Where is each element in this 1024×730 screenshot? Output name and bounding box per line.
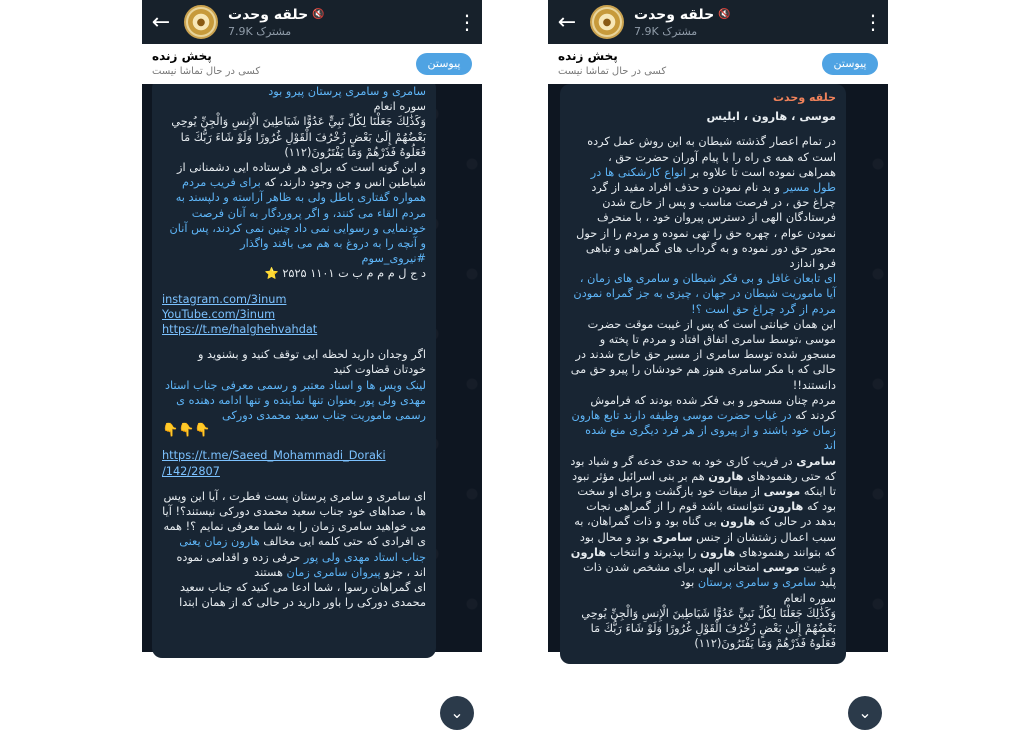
message-paragraph: ای سامری و سامری پرستان پست فطرت ، آیا این ویس ها ، صداهای خود جناب سعید محمدی دورکی نیستند؟! آیا می خواهید سامری زمان را به شما معرفی نمایم ؟! همه ی افرادی که حتی کلمه ایی مخالف هارون زمان یعنی جناب استاد مهدی ولی پور حرفی زده و اقدامی نموده اند ، جزو پیروان سامری زمان هستند	[162, 489, 426, 579]
message-paragraph: سامری در فریب کاری خود به حدی خدعه گر و شیاد بود که حتی رهنمودهای هارون هم بر بنی اسرائیل مؤثر نبود تا اینکه موسی از میقات خود بازگشت و برای او سخت بود که هارون نتوانسته باشد قوم را از گمراهی نجات بدهد در حالی که هارون بی گناه بود و ذات گمراهان، به سبب اعمال زشتشان از جنس سامری بود و محال بود که بتوانند رهنمودهای هارون را بپذیرند و انتخاب هارون و غیبت موسی امتحانی الهی برای مشخص شدن ذات پلید سامری و سامری پرستان بود	[570, 454, 836, 590]
live-stream-bar[interactable]	[142, 44, 482, 84]
hashtag-link[interactable]: #نیروی_سوم	[361, 252, 426, 266]
channel-avatar[interactable]: ●	[184, 5, 218, 39]
channel-avatar[interactable]: ●	[590, 5, 624, 39]
sender-name[interactable]: حلقه وحدت	[772, 91, 836, 104]
message-heading: موسی ، هارون ، ابلیس	[706, 110, 836, 124]
message-line: سوره انعام	[373, 100, 426, 114]
message-paragraph: ای گمراهان رسوا ، شما ادعا می کنید که جناب سعید محمدی دورکی را باور دارید در حالی که از همان ابتدا	[179, 581, 426, 610]
channel-name[interactable]: حلقه وحدت	[634, 6, 715, 23]
subscriber-count: 7.9K مشترک	[228, 24, 292, 38]
telegram-link[interactable]: https://t.me/halghehvahdat	[162, 323, 318, 337]
pointing-hands-icon: 👇👇👇	[162, 423, 211, 439]
message-paragraph: این همان خیانتی است که پس از غیبت موقت حضرت موسی ،توسط سامری اتفاق افتاد و مردم تا پخته و مسجور شده توسط سامری از مسیر حق خارج شدند در حالی که با مکر سامری هنوز هم خودشان را پیرو حق می دانستند!!	[570, 317, 836, 392]
chat-feed[interactable]	[142, 84, 482, 722]
youtube-link[interactable]: YouTube.com/3inum	[162, 307, 276, 321]
join-button[interactable]: پیوستن	[416, 53, 472, 75]
app-bar	[142, 0, 482, 44]
subscriber-count: 7.9K مشترک	[634, 24, 698, 38]
quran-verse: وَكَذَٰلِكَ جَعَلْنَا لِكُلِّ نَبِيٍّ عَدُوًّا شَيَاطِينَ الْإِنسِ وَالْجِنِّ يُوحِي بَعْضُهُمْ إِلَىٰ بَعْضٍ زُخْرُفَ الْقَوْلِ غُرُورًا وَلَوْ شَاءَ رَبُّكَ مَا فَعَلُوهُ فَذَرْهُمْ وَمَا يَفْتَرُونَ(١١٢)	[171, 115, 426, 159]
message-paragraph: و این گونه است که برای هر فرستاده ایی دشمنانی از شیاطین انس و جن وجود دارند، که برای فریب مردم همواره گفتاری باطل ولی به ظاهر آراسته و دلپسند به مردم القاء می کنند، و اگر پروردگار به آنان فرصت خودنمایی و رسوایی نمی داد چنین نمی کردند، پس آنان و آنچه را به دروغ به هم می بافند واگذار	[169, 161, 426, 251]
instagram-link[interactable]: instagram.com/3inum	[162, 292, 287, 306]
app-bar	[548, 0, 888, 44]
message-line: د ج ل م م م ب ت ۱۱۰۱ ۲۵۲۵ ⭐	[264, 267, 426, 281]
arrow-left-icon[interactable]: ←	[151, 9, 171, 35]
join-button[interactable]: پیوستن	[822, 53, 878, 75]
muted-speaker-icon: 🔇	[312, 9, 325, 20]
channel-name[interactable]: حلقه وحدت	[228, 6, 309, 23]
phone-right	[548, 0, 888, 722]
highlight-text: ای تابعان غافل و بی فکر شیطان و سامری های زمان ، آیا ماموریت شیطان در جهان ، چیزی به جز گمراه نمودن مردم از گرد چراغ حق است ؟!	[573, 272, 836, 316]
telegram-post-link-cont[interactable]: /142/2807	[162, 464, 220, 478]
message-paragraph: در تمام اعصار گذشته شیطان به این روش عمل کرده است که همه ی راه را با پیام آوران حضرت حق ، همراهی نموده است تا علاوه بر انواع کارشکنی ها در طول مسیر و بد نام نمودن و حذف افراد مفید از گرد چراغ حق ، در فرصت مناسب و پس از خارج شدن فرستادگان الهی از دسترس پیروان خود ، با منحرف نمودن عوام ، چهره حق را تهی نموده و مردم را از حول محور حق دور نموده و به گرداب های گمراهی و تباهی فرو اندازد	[576, 135, 836, 271]
message-paragraph: اگر وجدان دارید لحظه ایی توقف کنید و بشنوید و خودتان قضاوت کنید	[198, 348, 426, 377]
quran-verse: وَكَذَٰلِكَ جَعَلْنَا لِكُلِّ نَبِيٍّ عَدُوًّا شَيَاطِينَ الْإِنسِ وَالْجِنِّ يُوحِي بَعْضُهُمْ إِلَىٰ بَعْضٍ زُخْرُفَ الْقَوْلِ غُرُورًا وَلَوْ شَاءَ رَبُّكَ مَا فَعَلُوهُ فَذَرْهُمْ وَمَا يَفْتَرُونَ(١١٢)	[581, 606, 836, 651]
chevron-down-icon[interactable]: ⌄	[848, 696, 882, 730]
chevron-down-icon[interactable]: ⌄	[440, 696, 474, 730]
live-title: پخش زنده	[152, 49, 212, 63]
live-subtitle: کسی در حال تماشا نیست	[152, 66, 261, 77]
highlight-text: لینک ویس ها و اسناد معتبر و رسمی معرفی جناب استاد مهدی ولی پور بعنوان تنها نماینده و تنها ادامه دهنده ی رسمی ماموریت جناب سعید محمدی دورکی	[164, 378, 426, 423]
muted-speaker-icon: 🔇	[718, 9, 731, 20]
live-stream-bar[interactable]	[548, 44, 888, 84]
phone-left	[142, 0, 482, 722]
more-vertical-icon[interactable]: ⋮	[457, 10, 477, 34]
arrow-left-icon[interactable]: ←	[557, 9, 577, 35]
message-bubble[interactable]	[560, 84, 846, 664]
live-subtitle: کسی در حال تماشا نیست	[558, 66, 667, 77]
message-bubble[interactable]	[152, 78, 436, 658]
message-line: سوره انعام	[783, 591, 836, 605]
message-paragraph: مردم چنان مسحور و بی فکر شده بودند که فراموش کردند که در غیاب حضرت موسی وظیفه دارند تابع هارون زمان خود باشند و از پیروی از هر فرد دیگری منع شده اند	[571, 393, 836, 453]
live-title: پخش زنده	[558, 49, 618, 63]
telegram-post-link[interactable]: https://t.me/Saeed_Mohammadi_Doraki	[162, 449, 386, 463]
chat-feed[interactable]	[548, 84, 888, 722]
message-line: سامری و سامری پرستان پیرو بود	[268, 85, 426, 98]
more-vertical-icon[interactable]: ⋮	[863, 10, 883, 34]
